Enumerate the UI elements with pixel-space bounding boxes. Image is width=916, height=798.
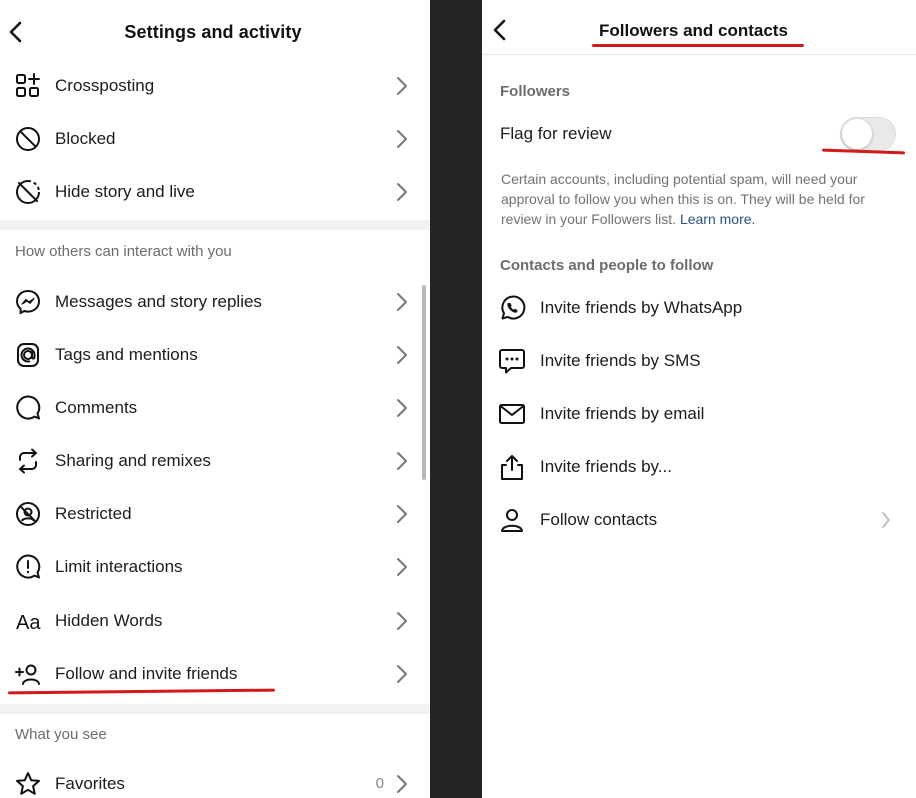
invite-label: Invite friends by... bbox=[540, 457, 672, 476]
back-button[interactable] bbox=[490, 19, 510, 41]
invite-label: Follow contacts bbox=[540, 510, 658, 529]
chevron-right-icon bbox=[396, 182, 408, 202]
section-title-contacts: Contacts and people to follow bbox=[500, 257, 714, 274]
settings-item-label: Favorites bbox=[55, 773, 125, 793]
settings-item-hide-story[interactable] bbox=[0, 165, 420, 218]
settings-item-restricted[interactable] bbox=[0, 487, 420, 540]
flag-for-review-label: Flag for review bbox=[500, 124, 612, 143]
settings-item-label: Messages and story replies bbox=[55, 291, 262, 311]
settings-item-label: Restricted bbox=[55, 503, 132, 523]
settings-item-label: Blocked bbox=[55, 128, 116, 148]
settings-activity-panel bbox=[0, 0, 430, 798]
invite-sms[interactable] bbox=[482, 335, 916, 388]
svg-text:Aa: Aa bbox=[16, 611, 41, 634]
chevron-right-icon bbox=[396, 774, 408, 794]
flag-for-review-toggle[interactable] bbox=[840, 117, 896, 151]
add-person-icon bbox=[14, 660, 42, 688]
chevron-right-icon bbox=[396, 129, 408, 149]
chevron-right-icon bbox=[396, 451, 408, 471]
chevron-right-icon bbox=[396, 611, 408, 631]
restricted-icon bbox=[14, 500, 42, 528]
settings-item-label: Follow and invite friends bbox=[55, 663, 238, 683]
crossposting-icon bbox=[14, 72, 42, 100]
chevron-left-icon bbox=[490, 19, 510, 41]
chevron-right-icon bbox=[396, 398, 408, 418]
person-icon bbox=[498, 506, 526, 534]
description-text: Certain accounts, including potential spam, will need your approval to follow you when this is on. They will be held for review in your Followers list. bbox=[501, 171, 865, 227]
settings-item-label: Limit interactions bbox=[55, 556, 183, 576]
left-header bbox=[0, 0, 430, 66]
sms-icon bbox=[498, 347, 526, 375]
scrollbar[interactable] bbox=[422, 285, 426, 480]
chevron-right-icon bbox=[396, 76, 408, 96]
chevron-right-icon bbox=[396, 345, 408, 365]
share-icon bbox=[498, 453, 526, 481]
invite-email[interactable] bbox=[482, 388, 916, 441]
toggle-knob bbox=[842, 119, 872, 149]
at-sign-icon bbox=[14, 341, 42, 369]
messenger-icon bbox=[14, 288, 42, 316]
settings-item-comments[interactable] bbox=[0, 381, 420, 434]
settings-item-label: Tags and mentions bbox=[55, 344, 198, 364]
limit-icon bbox=[14, 553, 42, 581]
section-divider bbox=[0, 704, 430, 714]
settings-item-crossposting[interactable] bbox=[0, 59, 420, 112]
page-title: Followers and contacts bbox=[599, 21, 788, 40]
settings-item-tags[interactable] bbox=[0, 328, 420, 381]
favorites-count: 0 bbox=[375, 775, 384, 792]
settings-item-label: Comments bbox=[55, 397, 138, 417]
invite-label: Invite friends by email bbox=[540, 404, 705, 423]
hidden-words-icon bbox=[14, 607, 42, 635]
invite-whatsapp[interactable] bbox=[482, 282, 916, 335]
section-title-see: What you see bbox=[15, 726, 107, 743]
share-remix-icon bbox=[14, 447, 42, 475]
chevron-right-icon bbox=[396, 504, 408, 524]
panel-divider bbox=[430, 0, 482, 798]
settings-item-blocked[interactable] bbox=[0, 112, 420, 165]
whatsapp-icon bbox=[498, 294, 526, 322]
settings-item-messages[interactable] bbox=[0, 275, 420, 328]
follow-contacts[interactable] bbox=[482, 494, 916, 547]
hide-story-icon bbox=[14, 178, 42, 206]
settings-item-label: Hidden Words bbox=[55, 610, 163, 630]
settings-item-sharing[interactable] bbox=[0, 434, 420, 487]
chevron-right-icon bbox=[881, 511, 891, 529]
chevron-right-icon bbox=[396, 557, 408, 577]
followers-contacts-panel bbox=[482, 0, 916, 798]
email-icon bbox=[498, 400, 526, 428]
settings-item-favorites[interactable] bbox=[0, 757, 420, 798]
annotation-underline bbox=[822, 149, 905, 155]
learn-more-link[interactable]: Learn more. bbox=[679, 211, 756, 227]
settings-item-limit[interactable] bbox=[0, 540, 420, 593]
flag-description bbox=[501, 169, 901, 229]
blocked-icon bbox=[14, 125, 42, 153]
section-title-interact: How others can interact with you bbox=[15, 243, 232, 260]
chevron-right-icon bbox=[396, 664, 408, 684]
star-icon bbox=[14, 770, 42, 798]
annotation-underline bbox=[592, 44, 804, 47]
section-divider bbox=[0, 220, 430, 230]
comment-icon bbox=[14, 394, 42, 422]
settings-item-label: Hide story and live bbox=[55, 181, 195, 201]
section-title-followers: Followers bbox=[500, 83, 571, 100]
invite-share[interactable] bbox=[482, 441, 916, 494]
page-title: Settings and activity bbox=[124, 22, 302, 42]
settings-item-label: Crossposting bbox=[55, 75, 155, 95]
settings-item-hidden-words[interactable] bbox=[0, 594, 420, 647]
invite-label: Invite friends by WhatsApp bbox=[540, 298, 743, 317]
invite-label: Invite friends by SMS bbox=[540, 351, 701, 370]
chevron-right-icon bbox=[396, 292, 408, 312]
settings-item-label: Sharing and remixes bbox=[55, 450, 211, 470]
